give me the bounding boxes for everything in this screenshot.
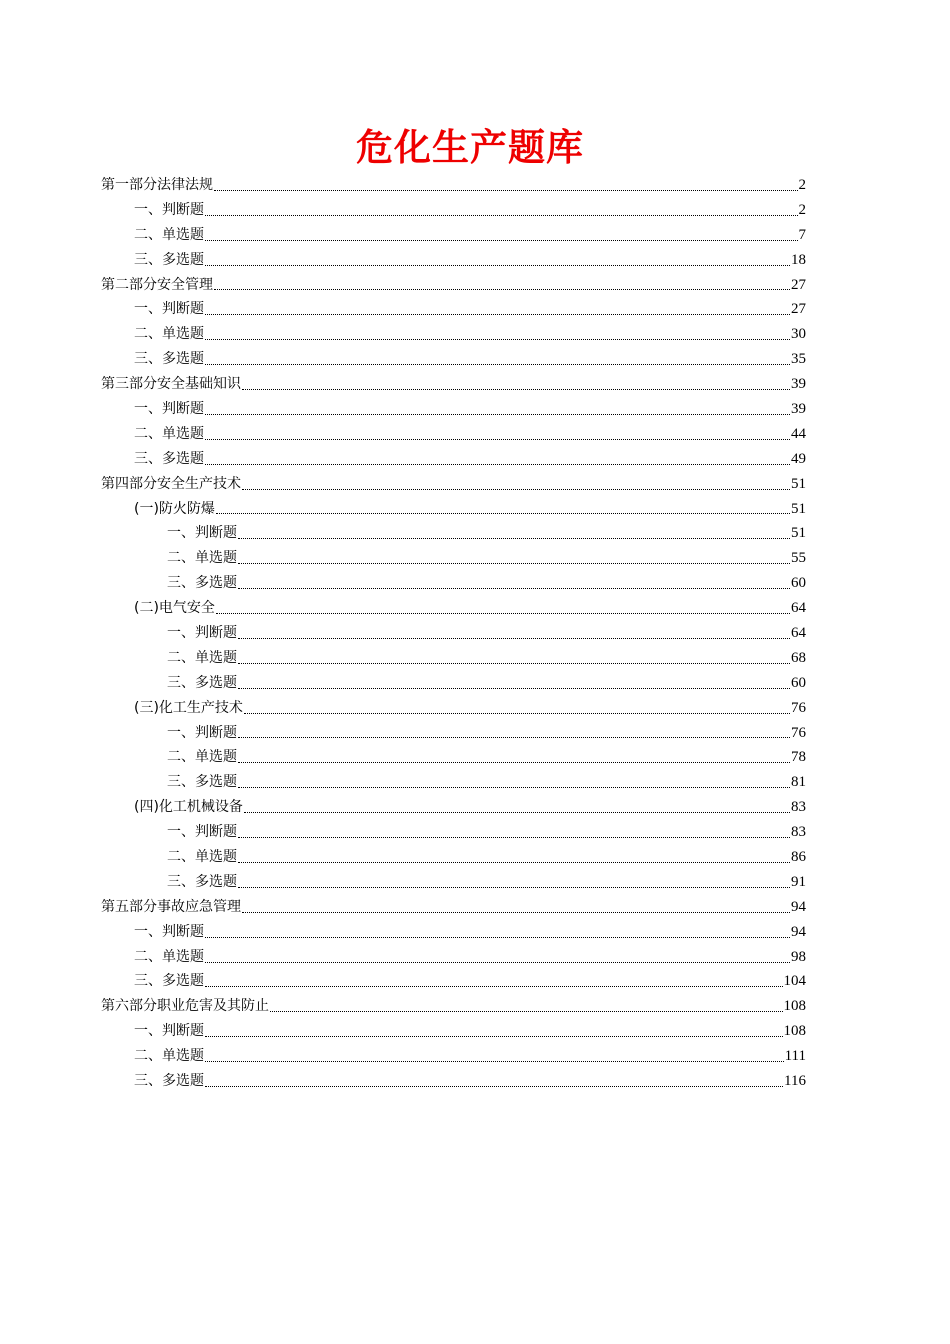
toc-entry-page-number: 49	[791, 450, 806, 467]
toc-dot-leader	[244, 713, 790, 714]
toc-dot-leader	[242, 389, 790, 390]
table-of-contents	[101, 173, 806, 1094]
toc-dot-leader	[205, 962, 790, 963]
toc-entry-label: 二、单选题	[134, 425, 204, 442]
toc-entry-page-number: 27	[791, 301, 806, 318]
toc-entry[interactable]	[101, 795, 806, 820]
toc-entry-label: 一、判断题	[167, 824, 237, 841]
toc-dot-leader	[238, 762, 790, 763]
toc-dot-leader	[205, 1086, 783, 1087]
toc-entry[interactable]	[101, 497, 806, 522]
toc-entry-page-number: 51	[791, 500, 806, 517]
toc-entry-label: (二)电气安全	[134, 600, 215, 617]
toc-entry-page-number: 86	[791, 849, 806, 866]
toc-entry[interactable]	[101, 646, 806, 671]
toc-entry-label: (一)防火防爆	[134, 500, 215, 517]
toc-entry-label: 一、判断题	[167, 625, 237, 642]
toc-entry-page-number: 51	[791, 475, 806, 492]
toc-entry[interactable]	[101, 347, 806, 372]
toc-dot-leader	[238, 663, 790, 664]
toc-entry-page-number: 104	[783, 973, 806, 990]
toc-dot-leader	[205, 439, 790, 440]
toc-entry-label: (三)化工生产技术	[134, 699, 243, 716]
toc-entry-label: 三、多选题	[134, 450, 204, 467]
toc-dot-leader	[214, 289, 790, 290]
toc-dot-leader	[238, 862, 790, 863]
toc-entry[interactable]	[101, 870, 806, 895]
toc-entry-label: 三、多选题	[134, 1073, 204, 1090]
toc-dot-leader	[205, 1036, 783, 1037]
toc-entry-label: 二、单选题	[134, 326, 204, 343]
toc-entry-label: 第二部分安全管理	[101, 276, 213, 293]
toc-entry-label: 一、判断题	[134, 401, 204, 417]
toc-entry-page-number: 30	[791, 326, 806, 343]
toc-entry-page-number: 2	[798, 176, 806, 193]
toc-entry-page-number: 39	[791, 401, 806, 417]
toc-entry[interactable]	[101, 546, 806, 571]
toc-dot-leader	[238, 737, 790, 738]
toc-entry[interactable]	[101, 596, 806, 621]
toc-entry-label: 第三部分安全基础知识	[101, 376, 241, 393]
toc-entry[interactable]	[101, 945, 806, 970]
toc-entry-page-number: 98	[791, 948, 806, 965]
toc-entry-page-number: 94	[791, 923, 806, 940]
toc-dot-leader	[216, 513, 790, 514]
toc-dot-leader	[205, 364, 790, 365]
toc-entry[interactable]	[101, 1069, 806, 1094]
toc-entry-label: 二、单选题	[167, 749, 237, 766]
toc-entry-label: 二、单选题	[167, 550, 237, 567]
toc-dot-leader	[205, 464, 790, 465]
toc-entry-label: 三、多选题	[167, 575, 237, 592]
toc-entry-label: (四)化工机械设备	[134, 799, 243, 816]
toc-dot-leader	[205, 265, 790, 266]
toc-dot-leader	[238, 787, 790, 788]
toc-dot-leader	[238, 563, 790, 564]
toc-entry-label: 三、多选题	[167, 674, 237, 691]
toc-entry-page-number: 7	[798, 226, 806, 243]
toc-entry-label: 第一部分法律法规	[101, 176, 213, 193]
toc-entry-page-number: 108	[783, 998, 806, 1015]
toc-entry-page-number: 18	[791, 251, 806, 268]
document-title: 危化生产题库	[356, 126, 584, 169]
toc-entry-page-number: 78	[791, 749, 806, 766]
toc-entry[interactable]	[101, 845, 806, 870]
toc-entry-page-number: 111	[784, 1048, 806, 1065]
toc-dot-leader	[238, 837, 790, 838]
toc-entry-page-number: 76	[791, 699, 806, 716]
toc-entry[interactable]	[101, 994, 806, 1019]
toc-dot-leader	[242, 912, 790, 913]
toc-entry-page-number: 51	[791, 525, 806, 542]
toc-entry-page-number: 39	[791, 376, 806, 393]
toc-entry-page-number: 108	[783, 1023, 806, 1040]
toc-entry-page-number: 60	[791, 575, 806, 592]
toc-entry-page-number: 64	[791, 625, 806, 642]
toc-entry-page-number: 44	[791, 425, 806, 442]
toc-entry-page-number: 91	[791, 873, 806, 890]
toc-entry-page-number: 35	[791, 351, 806, 368]
toc-entry[interactable]	[101, 1044, 806, 1069]
toc-dot-leader	[216, 613, 790, 614]
toc-entry[interactable]	[101, 696, 806, 721]
toc-entry-label: 第四部分安全生产技术	[101, 475, 241, 492]
toc-dot-leader	[205, 314, 790, 315]
toc-dot-leader	[214, 190, 798, 191]
toc-entry-page-number: 76	[791, 724, 806, 741]
toc-entry-page-number: 83	[791, 824, 806, 841]
toc-entry[interactable]	[101, 621, 806, 646]
toc-entry[interactable]	[101, 273, 806, 298]
toc-dot-leader	[242, 489, 790, 490]
toc-dot-leader	[205, 215, 798, 216]
toc-entry[interactable]	[101, 173, 806, 198]
toc-entry[interactable]	[101, 1019, 806, 1044]
toc-entry-page-number: 94	[791, 898, 806, 915]
toc-entry-label: 二、单选题	[167, 649, 237, 666]
toc-entry-label: 一、判断题	[134, 1023, 204, 1040]
toc-dot-leader	[205, 986, 783, 987]
toc-entry-label: 一、判断题	[167, 724, 237, 741]
toc-dot-leader	[238, 887, 790, 888]
toc-dot-leader	[238, 588, 790, 589]
toc-entry-page-number: 64	[791, 600, 806, 617]
toc-entry[interactable]	[101, 721, 806, 746]
toc-entry[interactable]	[101, 223, 806, 248]
toc-dot-leader	[238, 638, 790, 639]
toc-dot-leader	[205, 937, 790, 938]
toc-entry-label: 三、多选题	[134, 351, 204, 368]
toc-entry-page-number: 60	[791, 674, 806, 691]
toc-dot-leader	[205, 339, 790, 340]
toc-entry[interactable]	[101, 472, 806, 497]
toc-entry-label: 三、多选题	[167, 774, 237, 791]
toc-entry-label: 三、多选题	[134, 973, 204, 990]
toc-entry[interactable]	[101, 372, 806, 397]
toc-entry[interactable]	[101, 895, 806, 920]
toc-entry-page-number: 116	[784, 1073, 806, 1090]
toc-entry[interactable]	[101, 671, 806, 696]
toc-entry[interactable]	[101, 770, 806, 795]
toc-entry-page-number: 68	[791, 649, 806, 666]
toc-dot-leader	[205, 414, 790, 415]
toc-entry-label: 三、多选题	[134, 251, 204, 268]
toc-entry-label: 一、判断题	[134, 201, 204, 218]
toc-dot-leader	[238, 688, 790, 689]
toc-dot-leader	[270, 1011, 783, 1012]
toc-entry[interactable]	[101, 447, 806, 472]
toc-entry[interactable]	[101, 322, 806, 347]
toc-dot-leader	[238, 538, 790, 539]
toc-entry-page-number: 81	[791, 774, 806, 791]
toc-entry[interactable]	[101, 397, 806, 422]
toc-entry-label: 第六部分职业危害及其防止	[101, 998, 269, 1015]
toc-entry-label: 二、单选题	[167, 849, 237, 866]
toc-entry-page-number: 55	[791, 550, 806, 567]
toc-entry-label: 第五部分事故应急管理	[101, 898, 241, 915]
toc-entry-label: 二、单选题	[134, 1048, 204, 1065]
toc-entry[interactable]	[101, 745, 806, 770]
toc-entry[interactable]	[101, 521, 806, 546]
toc-entry-label: 三、多选题	[167, 873, 237, 890]
toc-entry[interactable]	[101, 970, 806, 995]
toc-entry[interactable]	[101, 920, 806, 945]
toc-entry-label: 一、判断题	[134, 923, 204, 940]
toc-entry[interactable]	[101, 297, 806, 322]
toc-dot-leader	[205, 1061, 784, 1062]
toc-dot-leader	[205, 240, 798, 241]
toc-entry-label: 二、单选题	[134, 226, 204, 243]
toc-entry[interactable]	[101, 820, 806, 845]
toc-dot-leader	[244, 812, 790, 813]
toc-entry[interactable]	[101, 248, 806, 273]
toc-entry-label: 一、判断题	[134, 301, 204, 318]
toc-entry-page-number: 27	[791, 276, 806, 293]
toc-entry-label: 二、单选题	[134, 948, 204, 965]
toc-entry-page-number: 83	[791, 799, 806, 816]
toc-entry-page-number: 2	[798, 201, 806, 218]
toc-entry[interactable]	[101, 422, 806, 447]
toc-entry[interactable]	[101, 571, 806, 596]
toc-entry[interactable]	[101, 198, 806, 223]
toc-entry-label: 一、判断题	[167, 525, 237, 542]
